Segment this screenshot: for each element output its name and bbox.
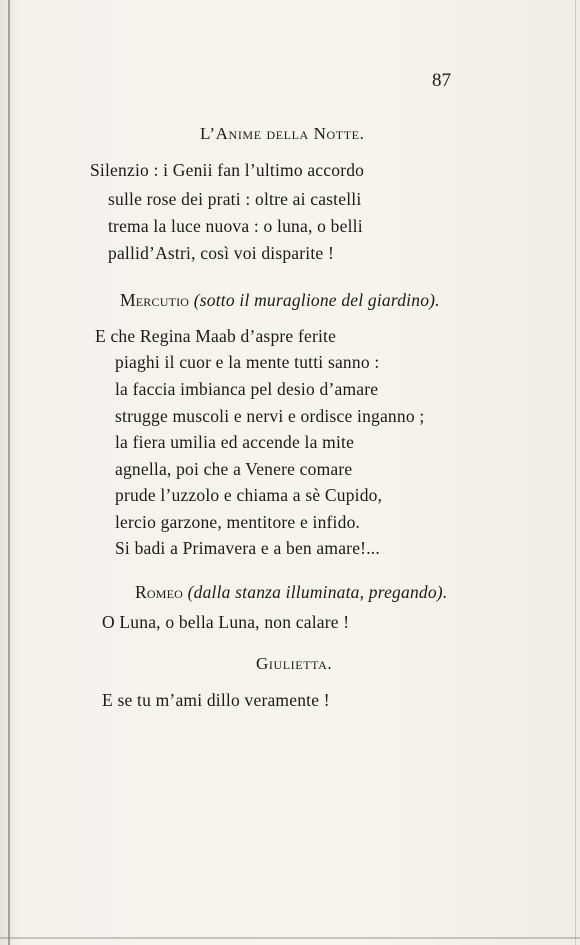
section-title: L’Anime della Notte.	[200, 124, 365, 143]
verse-line: Silenzio : i Genii fan l’ultimo accordo	[90, 160, 365, 180]
verse-line: trema la luce nuova : o luna, o belli	[108, 216, 363, 236]
verse-line: strugge muscoli e nervi e ordisce inganno ;	[115, 406, 425, 426]
verse-line: sulle rose dei prati : oltre ai castelli	[108, 189, 362, 209]
stage-direction: (sotto il muraglione del giardino).	[193, 290, 440, 310]
verse-line: prude l’uzzolo e chiama a sè Cupido,	[115, 485, 383, 505]
verse-line: la fiera umilia ed accende la mite	[115, 432, 355, 452]
verse-line: E che Regina Maab d’aspre ferite	[95, 326, 337, 346]
speaker-heading-mercutio	[120, 290, 440, 311]
stage-direction: (dalla stanza illuminata, pregando).	[187, 582, 448, 602]
verse-line: E se tu m’ami dillo veramente !	[102, 690, 330, 710]
verse-line: Si badi a Primavera e a ben amare!...	[115, 538, 380, 558]
verse-line: piaghi il cuor e la mente tutti sanno :	[115, 352, 380, 372]
speaker-name: Mercutio	[120, 290, 190, 310]
verse-line: agnella, poi che a Venere comare	[115, 459, 353, 479]
verse-line: O Luna, o bella Luna, non calare !	[102, 612, 350, 632]
binding-gutter	[8, 0, 10, 945]
speaker-name: Romeo	[135, 582, 184, 602]
verse-line: lercio garzone, mentitore e infido.	[115, 512, 361, 532]
speaker-heading-romeo	[135, 582, 447, 603]
page-bottom-edge	[0, 937, 580, 939]
verse-line: la faccia imbianca pel desio d’amare	[115, 379, 379, 399]
speaker-heading-giulietta: Giulietta.	[256, 654, 333, 673]
page-right-edge	[575, 0, 576, 945]
verse-line: pallid’Astri, così voi disparite !	[108, 243, 334, 263]
page-number: 87	[432, 70, 451, 91]
